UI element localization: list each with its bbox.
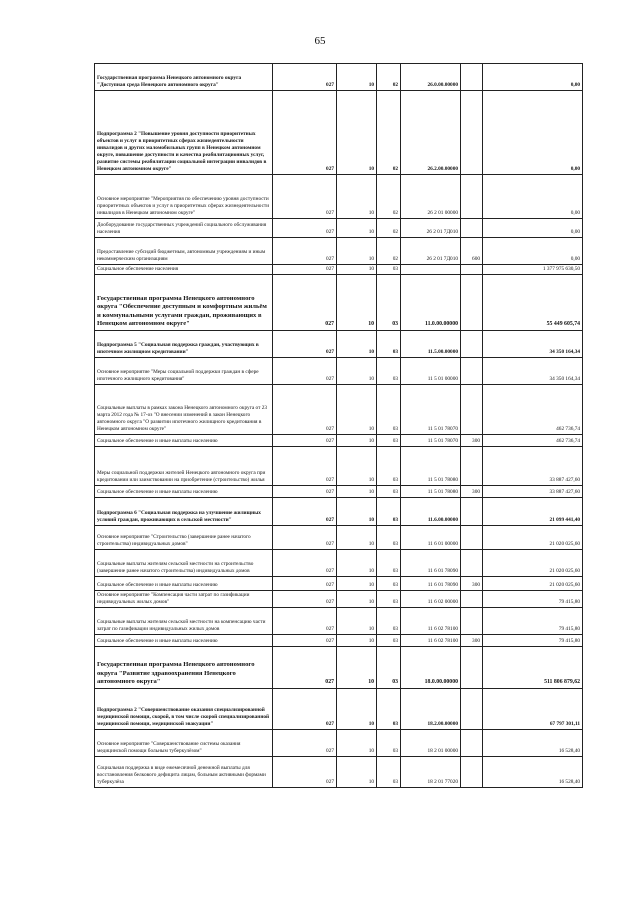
table-row: [95, 486, 583, 498]
row-expense-type-cell: [461, 219, 483, 238]
row-code-cell: 027: [273, 238, 337, 265]
row-code-cell: 027: [273, 385, 337, 435]
row-subsection-cell: 02: [377, 238, 401, 265]
row-amount-cell: 67 797 301,11: [483, 689, 583, 730]
row-code-cell: 027: [273, 219, 337, 238]
row-expense-type-cell: 300: [461, 635, 483, 647]
row-section-cell: 10: [337, 385, 377, 435]
row-amount-cell: 511 806 879,62: [483, 647, 583, 689]
row-name-cell: Социальное обеспечение населения: [95, 265, 273, 275]
row-expense-type-cell: [461, 608, 483, 635]
row-code-cell: 027: [273, 358, 337, 385]
row-name-cell: Социальная поддержка в виде ежемесячной денежной выплаты для восстановления белкового дефицита лицам, больным активными формами туберкулёза: [95, 757, 273, 788]
row-target-cell: 11.0.00.00000: [401, 275, 461, 331]
row-subsection-cell: 03: [377, 757, 401, 788]
row-code-cell: 027: [273, 526, 337, 550]
page-number: 65: [314, 35, 326, 47]
row-amount-cell: 34 350 164,34: [483, 358, 583, 385]
row-target-cell: 26.0.00.00000: [401, 64, 461, 91]
row-amount-cell: 16 528,40: [483, 730, 583, 757]
row-section-cell: 10: [337, 64, 377, 91]
row-section-cell: 10: [337, 219, 377, 238]
row-expense-type-cell: [461, 91, 483, 175]
table-row: [95, 608, 583, 635]
table-row: [95, 447, 583, 486]
row-expense-type-cell: [461, 526, 483, 550]
row-code-cell: 027: [273, 608, 337, 635]
table-row: [95, 635, 583, 647]
row-name-cell: Социальное обеспечение и иные выплаты населению: [95, 577, 273, 591]
table-row: [95, 757, 583, 788]
table-row: [95, 64, 583, 91]
table-row: [95, 238, 583, 265]
table-row: [95, 91, 583, 175]
row-target-cell: 11 6 02 78100: [401, 635, 461, 647]
row-target-cell: 11 5 01 78070: [401, 435, 461, 447]
row-name-cell: Меры социальной поддержки жителей Ненецкого автономного округа при кредитовании или заимствовании на приобретение (строительство) жилья: [95, 447, 273, 486]
row-name-cell: Социальные выплаты в рамках закона Ненецкого автономного округа от 23 марта 2012 года № 17-оз "О внесении изменений в закон Ненецкого автономного округа "О развитии ипотечного жилищного кредитования в Ненецком автономном округе": [95, 385, 273, 435]
row-subsection-cell: 02: [377, 91, 401, 175]
row-name-cell: Основное мероприятие "Меры социальной поддержки граждан в сфере ипотечного жилищного кредитования": [95, 358, 273, 385]
row-code-cell: 027: [273, 498, 337, 526]
row-subsection-cell: 03: [377, 635, 401, 647]
table-row: [95, 550, 583, 577]
row-target-cell: 11 6 02 00000: [401, 591, 461, 608]
row-name-cell: Социальное обеспечение и иные выплаты населению: [95, 435, 273, 447]
table-row: [95, 498, 583, 526]
row-section-cell: 10: [337, 757, 377, 788]
row-code-cell: 027: [273, 577, 337, 591]
table-row: [95, 275, 583, 331]
table-row: [95, 647, 583, 689]
row-section-cell: 10: [337, 447, 377, 486]
row-expense-type-cell: [461, 331, 483, 358]
row-target-cell: 11.5.00.00000: [401, 331, 461, 358]
row-subsection-cell: 03: [377, 498, 401, 526]
row-target-cell: 11.6.00.00000: [401, 498, 461, 526]
row-name-cell: Предоставление субсидий бюджетным, автономным учреждениям и иным некоммерческим организациям: [95, 238, 273, 265]
table-row: [95, 435, 583, 447]
row-code-cell: 027: [273, 331, 337, 358]
row-amount-cell: 462 736,74: [483, 385, 583, 435]
row-code-cell: 027: [273, 730, 337, 757]
row-expense-type-cell: [461, 550, 483, 577]
row-subsection-cell: 03: [377, 550, 401, 577]
row-expense-type-cell: [461, 647, 483, 689]
row-expense-type-cell: [461, 64, 483, 91]
row-subsection-cell: 03: [377, 730, 401, 757]
row-subsection-cell: 03: [377, 358, 401, 385]
row-code-cell: 027: [273, 447, 337, 486]
row-code-cell: 027: [273, 550, 337, 577]
row-name-cell: Социальное обеспечение и иные выплаты населению: [95, 635, 273, 647]
row-name-cell: Основное мероприятие "Строительство (завершение ранее начатого строительства) индивидуальных домов": [95, 526, 273, 550]
row-code-cell: 027: [273, 591, 337, 608]
table-row: [95, 730, 583, 757]
row-section-cell: 10: [337, 435, 377, 447]
table-row: [95, 219, 583, 238]
row-target-cell: 11 5 01 78080: [401, 486, 461, 498]
row-name-cell: Государственная программа Ненецкого автономного округа "Развитие здравоохранения Ненецкого автономного округа": [95, 647, 273, 689]
row-section-cell: 10: [337, 265, 377, 275]
row-section-cell: 10: [337, 91, 377, 175]
row-expense-type-cell: [461, 447, 483, 486]
row-section-cell: 10: [337, 526, 377, 550]
table-row: [95, 358, 583, 385]
row-target-cell: 18 2 01 77020: [401, 757, 461, 788]
row-target-cell: 26 2 01 7Д010: [401, 219, 461, 238]
row-target-cell: [401, 265, 461, 275]
row-amount-cell: 1 377 975 630,50: [483, 265, 583, 275]
row-subsection-cell: 03: [377, 647, 401, 689]
row-target-cell: 11 6 02 78100: [401, 608, 461, 635]
row-section-cell: 10: [337, 591, 377, 608]
row-amount-cell: 462 736,74: [483, 435, 583, 447]
row-expense-type-cell: [461, 358, 483, 385]
row-amount-cell: 21 020 025,60: [483, 526, 583, 550]
row-expense-type-cell: [461, 275, 483, 331]
row-code-cell: 027: [273, 435, 337, 447]
row-amount-cell: 79 415,80: [483, 608, 583, 635]
row-expense-type-cell: 300: [461, 486, 483, 498]
row-expense-type-cell: [461, 591, 483, 608]
row-subsection-cell: 03: [377, 275, 401, 331]
row-subsection-cell: 03: [377, 608, 401, 635]
row-section-cell: 10: [337, 486, 377, 498]
table-row: [95, 175, 583, 219]
row-name-cell: Подпрограмма 6 "Социальная поддержка на улучшение жилищных условий граждан, проживающих в сельской местности": [95, 498, 273, 526]
row-subsection-cell: 03: [377, 591, 401, 608]
row-subsection-cell: 03: [377, 265, 401, 275]
row-section-cell: 10: [337, 689, 377, 730]
row-section-cell: 10: [337, 550, 377, 577]
row-target-cell: 11 6 01 78090: [401, 577, 461, 591]
row-section-cell: 10: [337, 498, 377, 526]
row-subsection-cell: 03: [377, 447, 401, 486]
row-amount-cell: 33 887 427,60: [483, 447, 583, 486]
row-amount-cell: 79 415,80: [483, 591, 583, 608]
row-code-cell: 027: [273, 647, 337, 689]
row-expense-type-cell: 600: [461, 238, 483, 265]
row-name-cell: Подпрограмма 2 "Повышение уровня доступности приоритетных объектов и услуг в приоритетных сферах жизнедеятельности инвалидов и других маломобильных групп в Ненецком автономном округе, повышение доступности и качества реабилитационных услуг, развитие системы реабилитации социальной интеграции инвалидов в Ненецком автономном округе": [95, 91, 273, 175]
row-section-cell: 10: [337, 635, 377, 647]
row-code-cell: 027: [273, 265, 337, 275]
row-subsection-cell: 02: [377, 175, 401, 219]
row-code-cell: 027: [273, 175, 337, 219]
row-expense-type-cell: [461, 265, 483, 275]
row-code-cell: 027: [273, 91, 337, 175]
row-target-cell: 18.0.00.00000: [401, 647, 461, 689]
row-section-cell: 10: [337, 331, 377, 358]
row-subsection-cell: 02: [377, 64, 401, 91]
row-expense-type-cell: [461, 498, 483, 526]
row-section-cell: 10: [337, 238, 377, 265]
row-name-cell: Государственная программа Ненецкого автономного округа "Обеспечение доступным и комфортным жильём и коммунальными услугами граждан, проживающих в Ненецком автономном округе": [95, 275, 273, 331]
row-section-cell: 10: [337, 647, 377, 689]
row-code-cell: 027: [273, 757, 337, 788]
row-target-cell: 11 5 01 78070: [401, 385, 461, 435]
row-amount-cell: 0,00: [483, 219, 583, 238]
table-row: [95, 591, 583, 608]
row-code-cell: 027: [273, 64, 337, 91]
row-subsection-cell: 03: [377, 486, 401, 498]
row-expense-type-cell: [461, 385, 483, 435]
row-subsection-cell: 03: [377, 331, 401, 358]
row-code-cell: 027: [273, 635, 337, 647]
row-subsection-cell: 03: [377, 689, 401, 730]
row-name-cell: Основное мероприятие "Совершенствование системы оказания медицинской помощи больным туберкулёзом": [95, 730, 273, 757]
row-amount-cell: 0,00: [483, 238, 583, 265]
row-expense-type-cell: [461, 175, 483, 219]
row-name-cell: Дооборудование государственных учреждений социального обслуживания населения: [95, 219, 273, 238]
row-amount-cell: 21 099 441,40: [483, 498, 583, 526]
row-expense-type-cell: [461, 730, 483, 757]
row-target-cell: 11 6 01 78090: [401, 550, 461, 577]
table-row: [95, 265, 583, 275]
row-name-cell: Социальное обеспечение и иные выплаты населению: [95, 486, 273, 498]
row-expense-type-cell: 300: [461, 435, 483, 447]
row-name-cell: Подпрограмма 2 "Совершенствование оказания специализированной медицинской помощи, скорой, в том числе скорой специализированной медицинской помощи, медицинской эвакуации": [95, 689, 273, 730]
budget-table: [94, 63, 583, 788]
row-amount-cell: 0,00: [483, 175, 583, 219]
row-expense-type-cell: [461, 689, 483, 730]
row-section-cell: 10: [337, 608, 377, 635]
table-row: [95, 577, 583, 591]
row-section-cell: 10: [337, 275, 377, 331]
row-code-cell: 027: [273, 275, 337, 331]
row-subsection-cell: 03: [377, 526, 401, 550]
row-amount-cell: 16 528,40: [483, 757, 583, 788]
row-name-cell: Государственная программа Ненецкого автономного округа "Доступная среда Ненецкого автономного округа": [95, 64, 273, 91]
row-subsection-cell: 03: [377, 577, 401, 591]
row-amount-cell: 0,00: [483, 91, 583, 175]
row-name-cell: Основное мероприятие "Компенсация части затрат по газификации индивидуальных жилых домов": [95, 591, 273, 608]
row-subsection-cell: 03: [377, 435, 401, 447]
row-expense-type-cell: [461, 757, 483, 788]
row-subsection-cell: 02: [377, 219, 401, 238]
table-row: [95, 526, 583, 550]
row-target-cell: 18.2.00.00000: [401, 689, 461, 730]
row-amount-cell: 0,00: [483, 64, 583, 91]
row-target-cell: 18 2 01 00000: [401, 730, 461, 757]
row-name-cell: Основное мероприятие "Мероприятия по обеспечению уровня доступности приоритетных объектов и услуг в приоритетных сферах жизнедеятельности инвалидов в Ненецком автономном округе": [95, 175, 273, 219]
table-row: [95, 689, 583, 730]
row-name-cell: Социальные выплаты жителям сельской местности на строительство (завершение ранее начатого строительства) индивидуальных домов: [95, 550, 273, 577]
row-target-cell: 11 5 01 00000: [401, 358, 461, 385]
row-name-cell: Подпрограмма 5 "Социальная поддержка граждан, участвующих в ипотечном жилищном кредитовании": [95, 331, 273, 358]
row-code-cell: 027: [273, 689, 337, 730]
table-row: [95, 385, 583, 435]
row-subsection-cell: 03: [377, 385, 401, 435]
row-amount-cell: 34 350 164,34: [483, 331, 583, 358]
table-row: [95, 331, 583, 358]
row-expense-type-cell: 300: [461, 577, 483, 591]
row-code-cell: 027: [273, 486, 337, 498]
row-section-cell: 10: [337, 358, 377, 385]
row-amount-cell: 79 415,80: [483, 635, 583, 647]
row-target-cell: 26.2.00.00000: [401, 91, 461, 175]
row-amount-cell: 21 020 025,60: [483, 577, 583, 591]
row-name-cell: Социальные выплаты жителям сельской местности на компенсацию части затрат по газификации индивидуальных жилых домов: [95, 608, 273, 635]
row-target-cell: 11 6 01 00000: [401, 526, 461, 550]
row-target-cell: 11 5 01 78080: [401, 447, 461, 486]
row-amount-cell: 55 449 605,74: [483, 275, 583, 331]
row-section-cell: 10: [337, 730, 377, 757]
row-amount-cell: 33 887 427,60: [483, 486, 583, 498]
row-target-cell: 26 2 01 7Д010: [401, 238, 461, 265]
row-section-cell: 10: [337, 577, 377, 591]
row-target-cell: 26 2 01 00000: [401, 175, 461, 219]
row-amount-cell: 21 020 025,60: [483, 550, 583, 577]
row-section-cell: 10: [337, 175, 377, 219]
